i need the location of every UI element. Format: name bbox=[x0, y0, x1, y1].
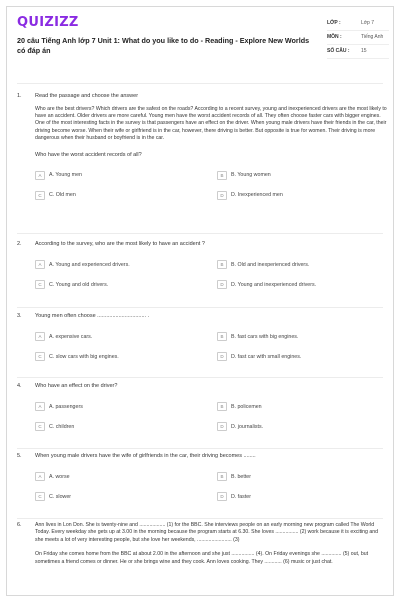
option-text: D. faster bbox=[231, 493, 252, 500]
option-letter: D bbox=[217, 492, 227, 501]
option-letter: D bbox=[217, 352, 227, 361]
option-text: D. Young and inexperienced drivers. bbox=[231, 281, 317, 288]
option-text: B. Old and inexperienced drivers. bbox=[231, 261, 310, 268]
question-number: 4. bbox=[17, 383, 22, 389]
answer-options bbox=[35, 331, 387, 375]
question-3 bbox=[17, 313, 387, 375]
worksheet-title: 20 câu Tiếng Anh lớp 7 Unit 1: What do you like to do - Reading - Explore New Worlds có đáp án bbox=[17, 36, 310, 55]
meta-label: SỐ CÂU : bbox=[327, 48, 350, 54]
question-5 bbox=[17, 453, 387, 515]
option-c[interactable] bbox=[35, 491, 195, 503]
divider bbox=[17, 377, 383, 378]
option-letter: B bbox=[217, 171, 227, 180]
option-text: C. Young and old drivers. bbox=[49, 281, 109, 288]
option-letter: C bbox=[35, 280, 45, 289]
meta-label: LỚP : bbox=[327, 20, 341, 26]
option-b[interactable] bbox=[217, 471, 377, 483]
option-text: D. journalists. bbox=[231, 423, 264, 430]
question-prompt: According to the survey, who are the most likely to have an accident ? bbox=[35, 241, 205, 247]
option-text: C. slow cars with big engines. bbox=[49, 353, 119, 360]
option-c[interactable] bbox=[35, 351, 195, 363]
option-text: A. passengers bbox=[49, 403, 83, 410]
divider bbox=[17, 233, 383, 234]
question-prompt: Who have an effect on the driver? bbox=[35, 383, 118, 389]
question-1 bbox=[17, 93, 387, 213]
option-text: C. children bbox=[49, 423, 75, 430]
option-b[interactable] bbox=[217, 169, 377, 181]
meta-label: MÔN : bbox=[327, 34, 342, 40]
question-number: 1. bbox=[17, 93, 22, 99]
option-text: A. expensive cars. bbox=[49, 333, 93, 340]
reading-passage: Ann lives in Lon Don. She is twenty-nine and .................. (1) for the BBC. She interviews people on an early morning new program called The World Today. Every weekday she gets up at 3.00 in the morning because the program starts at 6.30. She loves ................ (2) work because it is exciting and she meets a lot of very interesting people, but she love her weekends, ........................ (3) bbox=[35, 522, 379, 543]
option-text: D. Inexperienced men bbox=[231, 192, 283, 199]
question-number: 3. bbox=[17, 313, 22, 319]
question-prompt: When young male drivers have the wife of girlfriends in the car, their driving becomes ........ bbox=[35, 453, 256, 459]
meta-value: Lớp 7 bbox=[361, 20, 375, 26]
option-letter: A bbox=[35, 260, 45, 269]
option-letter: C bbox=[35, 191, 45, 200]
option-a[interactable] bbox=[35, 331, 195, 343]
answer-options bbox=[35, 259, 387, 303]
divider bbox=[17, 448, 383, 449]
option-letter: D bbox=[217, 280, 227, 289]
option-a[interactable] bbox=[35, 401, 195, 413]
option-letter: C bbox=[35, 492, 45, 501]
reading-passage: On Friday she comes home from the BBC at about 2.00 in the afternoon and she just ................ (4). On Friday evenings she .............. (5) out, but sometimes a friend comes or dinner. He or she brings wine and they cook. Ann loves cooking. They ............ (6) music or just chat. bbox=[35, 551, 369, 565]
question-prompt: Young men often choose ................................ . bbox=[35, 313, 150, 319]
option-b[interactable] bbox=[217, 259, 377, 271]
option-letter: B bbox=[217, 260, 227, 269]
question-6 bbox=[17, 522, 387, 566]
meta-row-subject bbox=[327, 31, 389, 45]
option-d[interactable] bbox=[217, 189, 377, 201]
answer-options bbox=[35, 401, 387, 445]
option-b[interactable] bbox=[217, 401, 377, 413]
option-text: B. better bbox=[231, 473, 252, 480]
reading-passage: Who are the best drivers? Which drivers are the safest on the roads? According to a recent survey, young and inexperienced drivers are the most likely to have an accident. Older drivers are more careful. Young men have the worst accident records of all. They often choose faster cars with bigger engines. One of the most interesting facts in the survey is that passengers have an effect on the driver. When young male drivers have their friends in the car, their driving become worse. When their wife or girlfriend is in the car, however, there driving is better. But opposite is true for women. Their driving is more dangerous when their husband or boyfriend is in the car. bbox=[35, 105, 387, 142]
question-2 bbox=[17, 241, 387, 303]
option-d[interactable] bbox=[217, 351, 377, 363]
answer-options bbox=[35, 471, 387, 515]
option-text: B. fast cars with big engines. bbox=[231, 333, 299, 340]
option-c[interactable] bbox=[35, 279, 195, 291]
option-letter: B bbox=[217, 472, 227, 481]
option-letter: C bbox=[35, 422, 45, 431]
question-prompt: Read the passage and choose the answer bbox=[35, 93, 139, 99]
option-d[interactable] bbox=[217, 491, 377, 503]
meta-value: 15 bbox=[361, 48, 367, 54]
option-text: B. Young women bbox=[231, 172, 271, 179]
meta-panel bbox=[327, 17, 389, 59]
option-letter: C bbox=[35, 352, 45, 361]
meta-value: Tiếng Anh bbox=[361, 34, 384, 40]
question-number: 2. bbox=[17, 241, 22, 247]
divider bbox=[17, 83, 383, 84]
option-a[interactable] bbox=[35, 259, 195, 271]
meta-row-count bbox=[327, 45, 389, 59]
option-letter: A bbox=[35, 171, 45, 180]
question-4 bbox=[17, 383, 387, 445]
worksheet-page bbox=[6, 6, 394, 596]
option-text: A. Young and experienced drivers. bbox=[49, 261, 130, 268]
option-b[interactable] bbox=[217, 331, 377, 343]
option-letter: A bbox=[35, 332, 45, 341]
option-c[interactable] bbox=[35, 421, 195, 433]
option-c[interactable] bbox=[35, 189, 195, 201]
question-number: 6. bbox=[17, 522, 22, 528]
quizizz-logo: QUIZIZZ bbox=[17, 15, 79, 30]
option-a[interactable] bbox=[35, 169, 195, 181]
option-letter: A bbox=[35, 472, 45, 481]
option-text: A. Young men bbox=[49, 172, 82, 179]
question-number: 5. bbox=[17, 453, 22, 459]
option-letter: B bbox=[217, 332, 227, 341]
option-letter: B bbox=[217, 402, 227, 411]
option-text: C. Old men bbox=[49, 192, 76, 199]
question-sub: Who have the worst accident records of all? bbox=[35, 151, 142, 158]
option-text: A. worse bbox=[49, 473, 70, 480]
option-letter: D bbox=[217, 191, 227, 200]
option-letter: D bbox=[217, 422, 227, 431]
option-d[interactable] bbox=[217, 279, 377, 291]
meta-row-grade bbox=[327, 17, 389, 31]
divider bbox=[17, 307, 383, 308]
option-a[interactable] bbox=[35, 471, 195, 483]
answer-options bbox=[35, 169, 387, 213]
option-d[interactable] bbox=[217, 421, 377, 433]
divider bbox=[17, 518, 383, 519]
option-text: B. policemen bbox=[231, 403, 262, 410]
option-text: C. slower bbox=[49, 493, 72, 500]
option-letter: A bbox=[35, 402, 45, 411]
option-text: D. fast car with small engines. bbox=[231, 353, 302, 360]
